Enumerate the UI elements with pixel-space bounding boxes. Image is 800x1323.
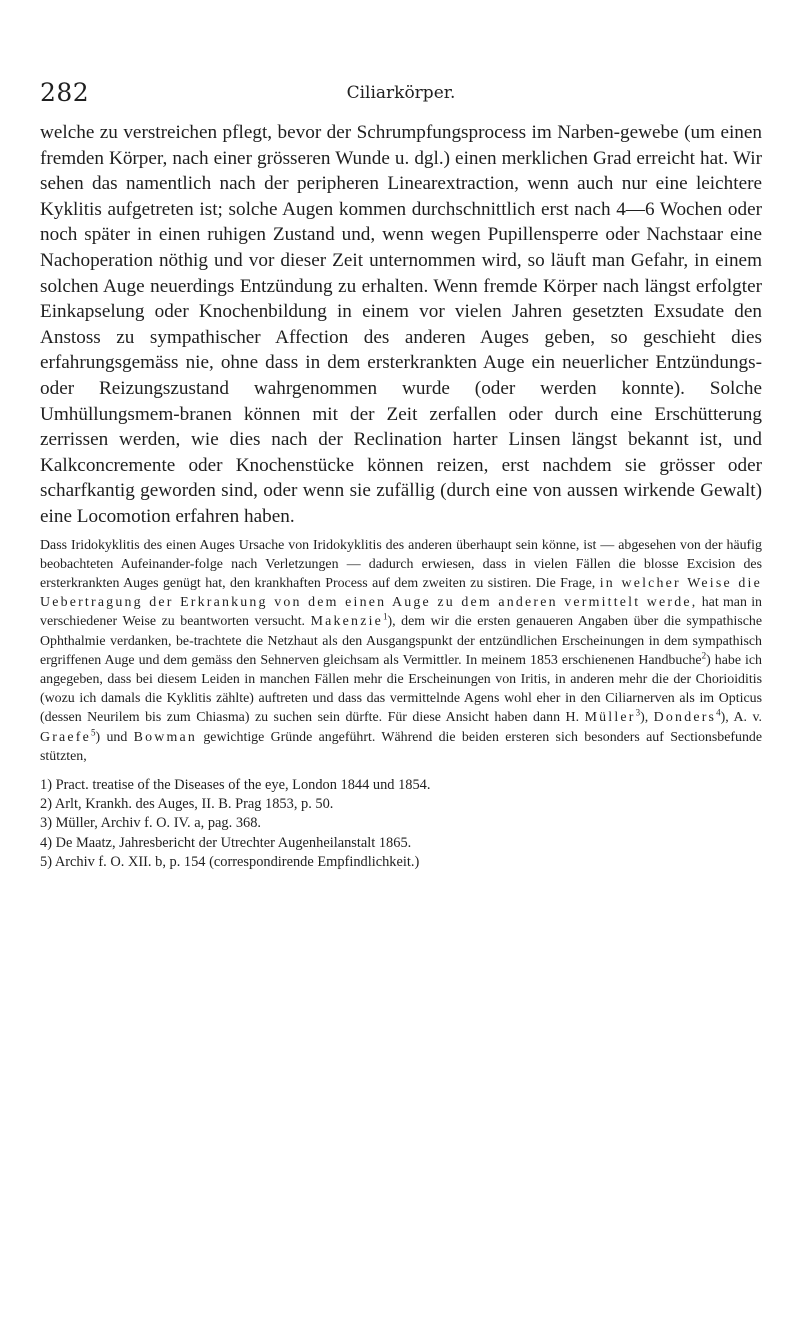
note-mark-3: 3 (635, 707, 641, 718)
author-mackenzie: Makenzie (310, 614, 383, 630)
note-text-3: dem wir die ersten genaueren Angaben über die sympathische Ophthalmie verdanken, be-trachtete die Netzhaut als den Ausgangspunkt der entzündlichen Erscheinungen in dem sympathisch ergriffenen Auge und dem gemäss den Sehnerven gleichsam als Vermittler. In meinem 1853 erschienenen Handbuche (40, 614, 762, 668)
small-print-note: Dass Iridokyklitis des einen Auges Ursache von Iridokyklitis des anderen überhaupt sein könne, ist — abgesehen von der häufig beobachteten Aufeinander-folge nach Verletzungen — dadurch erwiesen, dass in vielen Fällen die blosse Excision des ersterkrankten Auges genügt hat, den krankhaften Process auf dem zweiten zu sistiren. Die Frage, in welcher Weise die Uebertragung der Erkrankung von dem einen Auge zu dem anderen vermittelt werde, hat man in verschiedener Weise zu beantworten versucht. Makenzie$^1$), dem wir die ersten genaueren Angaben über die sympathische Ophthalmie verdanken, be-trachtete die Netzhaut als den Ausgangspunkt der entzündlichen Erscheinungen in dem sympathisch ergriffenen Auge und dem gemäss den Sehnerven gleichsam als Vermittler. In meinem 1853 erschienenen Handbuche$^2$) habe ich angegeben, dass bei diesem Leiden in manchen Fällen mehr die Erscheinungen von Iritis, in anderen mehr die der Chorioiditis (wozu ich damals die Kyklitis zählte) auftreten und dass das vermittelnde Agens wohl eher in den Ciliarnerven als im Opticus (dessen Neurilem bis zum Chiasma) zu suchen sein dürfte. Für diese Ansicht haben dann H. Müller$^3$), Donders$^4$), A. v. Graefe$^5$) und Bowman gewichtige Gründe angeführt. Während die beiden ersteren sich besonders auf Sectionsbefunde stützten, (40, 537, 763, 764)
note-mark-4: 4 (716, 707, 721, 718)
running-title: Ciliarkörper. (346, 83, 456, 103)
note-mark-1: 1 (383, 611, 388, 622)
page-header (40, 78, 762, 108)
footnote-3 (40, 814, 762, 833)
author-graefe: Graefe (40, 729, 91, 745)
author-bowman: Bowman (133, 729, 197, 745)
footnote-4 (40, 834, 762, 853)
footnote-mark: 1) (40, 776, 52, 793)
footnote-mark: 2) (40, 796, 52, 813)
main-paragraph: welche zu verstreichen pflegt, bevor der Schrumpfungsprocess im Narben-gewebe (um einen fremden Körper, nach einer grösseren Wunde u. dgl.) einen merklichen Grad erreicht hat. Wir sehen das namentlich nach der peripheren Linearextraction, wenn auch nur eine leichtere Kyklitis aufgetreten ist; solche Augen kommen durchschnittlich erst nach 4—6 Wochen oder noch später in einen ruhigen Zustand und, wenn wegen Pupillensperre oder Nachstaar eine Nachoperation nöthig und vor dieser Zeit unternommen wird, so läuft man Gefahr, in einem solchen Auge neuerdings Entzündung zu erhalten. Wenn fremde Körper nach längst erfolgter Einkapselung oder Knochenbildung in einem vor vielen Jahren gesetzten Exsudate den Anstoss zu sympathischer Affection des anderen Auges geben, so geschieht dies erfahrungsgemäss nie, ohne dass in dem ersterkrankten Auge ein neuerlicher Entzündungs- oder Reizungszustand wahrgenommen wurde (oder werden konnte). Solche Umhüllungsmem-branen können mit der Zeit zerfallen oder durch eine Erschütterung zerrissen werden, wie dies nach der Reclination harter Linsen längst bekannt ist, und Kalkconcremente oder Knochenstücke können reizen, erst nachdem sie grösser oder scharfkantig geworden sind, oder wenn sie zufällig (durch eine von aussen wirkende Gewalt) eine Locomotion erfahren haben. (40, 122, 762, 527)
note-text-2: hat man in verschiedener Weise zu beantworten versucht. (40, 595, 763, 630)
note-text-4: habe ich angegeben, dass bei diesem Leiden in manchen Fällen mehr die Erscheinungen von Iritis, in anderen mehr die der Chorioiditis (wozu ich damals die Kyklitis zählte) auftreten und dass das vermittelnde Agens wohl eher in den Ciliarnerven als im Opticus (dessen Neurilem bis zum Chiasma) zu suchen sein dürfte. Für diese Ansicht haben dann H. (40, 652, 762, 726)
note-text-5: A. v. (733, 710, 762, 726)
page-number: 282 (40, 78, 90, 107)
note-mark-2: 2 (701, 650, 707, 661)
footnote-5 (40, 853, 762, 872)
note-mark-5: 5 (90, 726, 96, 737)
footnote-mark: 5) (40, 853, 52, 870)
footnote-text: Arlt, Krankh. des Auges, II. B. Prag 1853, p. 50. (54, 796, 334, 813)
footnote-text: De Maatz, Jahresbericht der Utrechter Augenheilanstalt 1865. (55, 834, 412, 851)
author-mueller: Müller (584, 710, 636, 726)
book-page (40, 78, 762, 872)
note-text-7: gewichtige Gründe angeführt. Während die beiden ersteren sich besonders auf Sectionsbefunde stützten, (40, 729, 762, 764)
note-text-6: und (106, 729, 128, 745)
note-emphasis-question: in welcher Weise die Uebertragung der Erkrankung von dem einen Auge zu dem anderen vermittelt werde, (40, 575, 762, 611)
footnote-1 (40, 776, 762, 795)
footnote-mark: 3) (40, 815, 52, 832)
footnote-mark: 4) (40, 834, 52, 851)
footnotes (40, 776, 762, 872)
author-donders: Donders (653, 710, 717, 726)
footnote-text: Müller, Archiv f. O. IV. a, pag. 368. (55, 815, 261, 832)
footnote-text: Archiv f. O. XII. b, p. 154 (correspondirende Empfindlichkeit.) (54, 853, 420, 870)
footnote-text: Pract. treatise of the Diseases of the eye, London 1844 und 1854. (55, 776, 431, 793)
note-text-1: Dass Iridokyklitis des einen Auges Ursache von Iridokyklitis des anderen überhaupt sein könne, ist — abgesehen von der häufig beobachteten Aufeinander-folge nach Verletzungen — dadurch erwiesen, dass in vielen Fällen die blosse Excision des ersterkrankten Auges genügt hat, den krankhaften Process auf dem zweiten zu sistiren. Die Frage, (40, 537, 762, 591)
footnote-2 (40, 795, 762, 814)
